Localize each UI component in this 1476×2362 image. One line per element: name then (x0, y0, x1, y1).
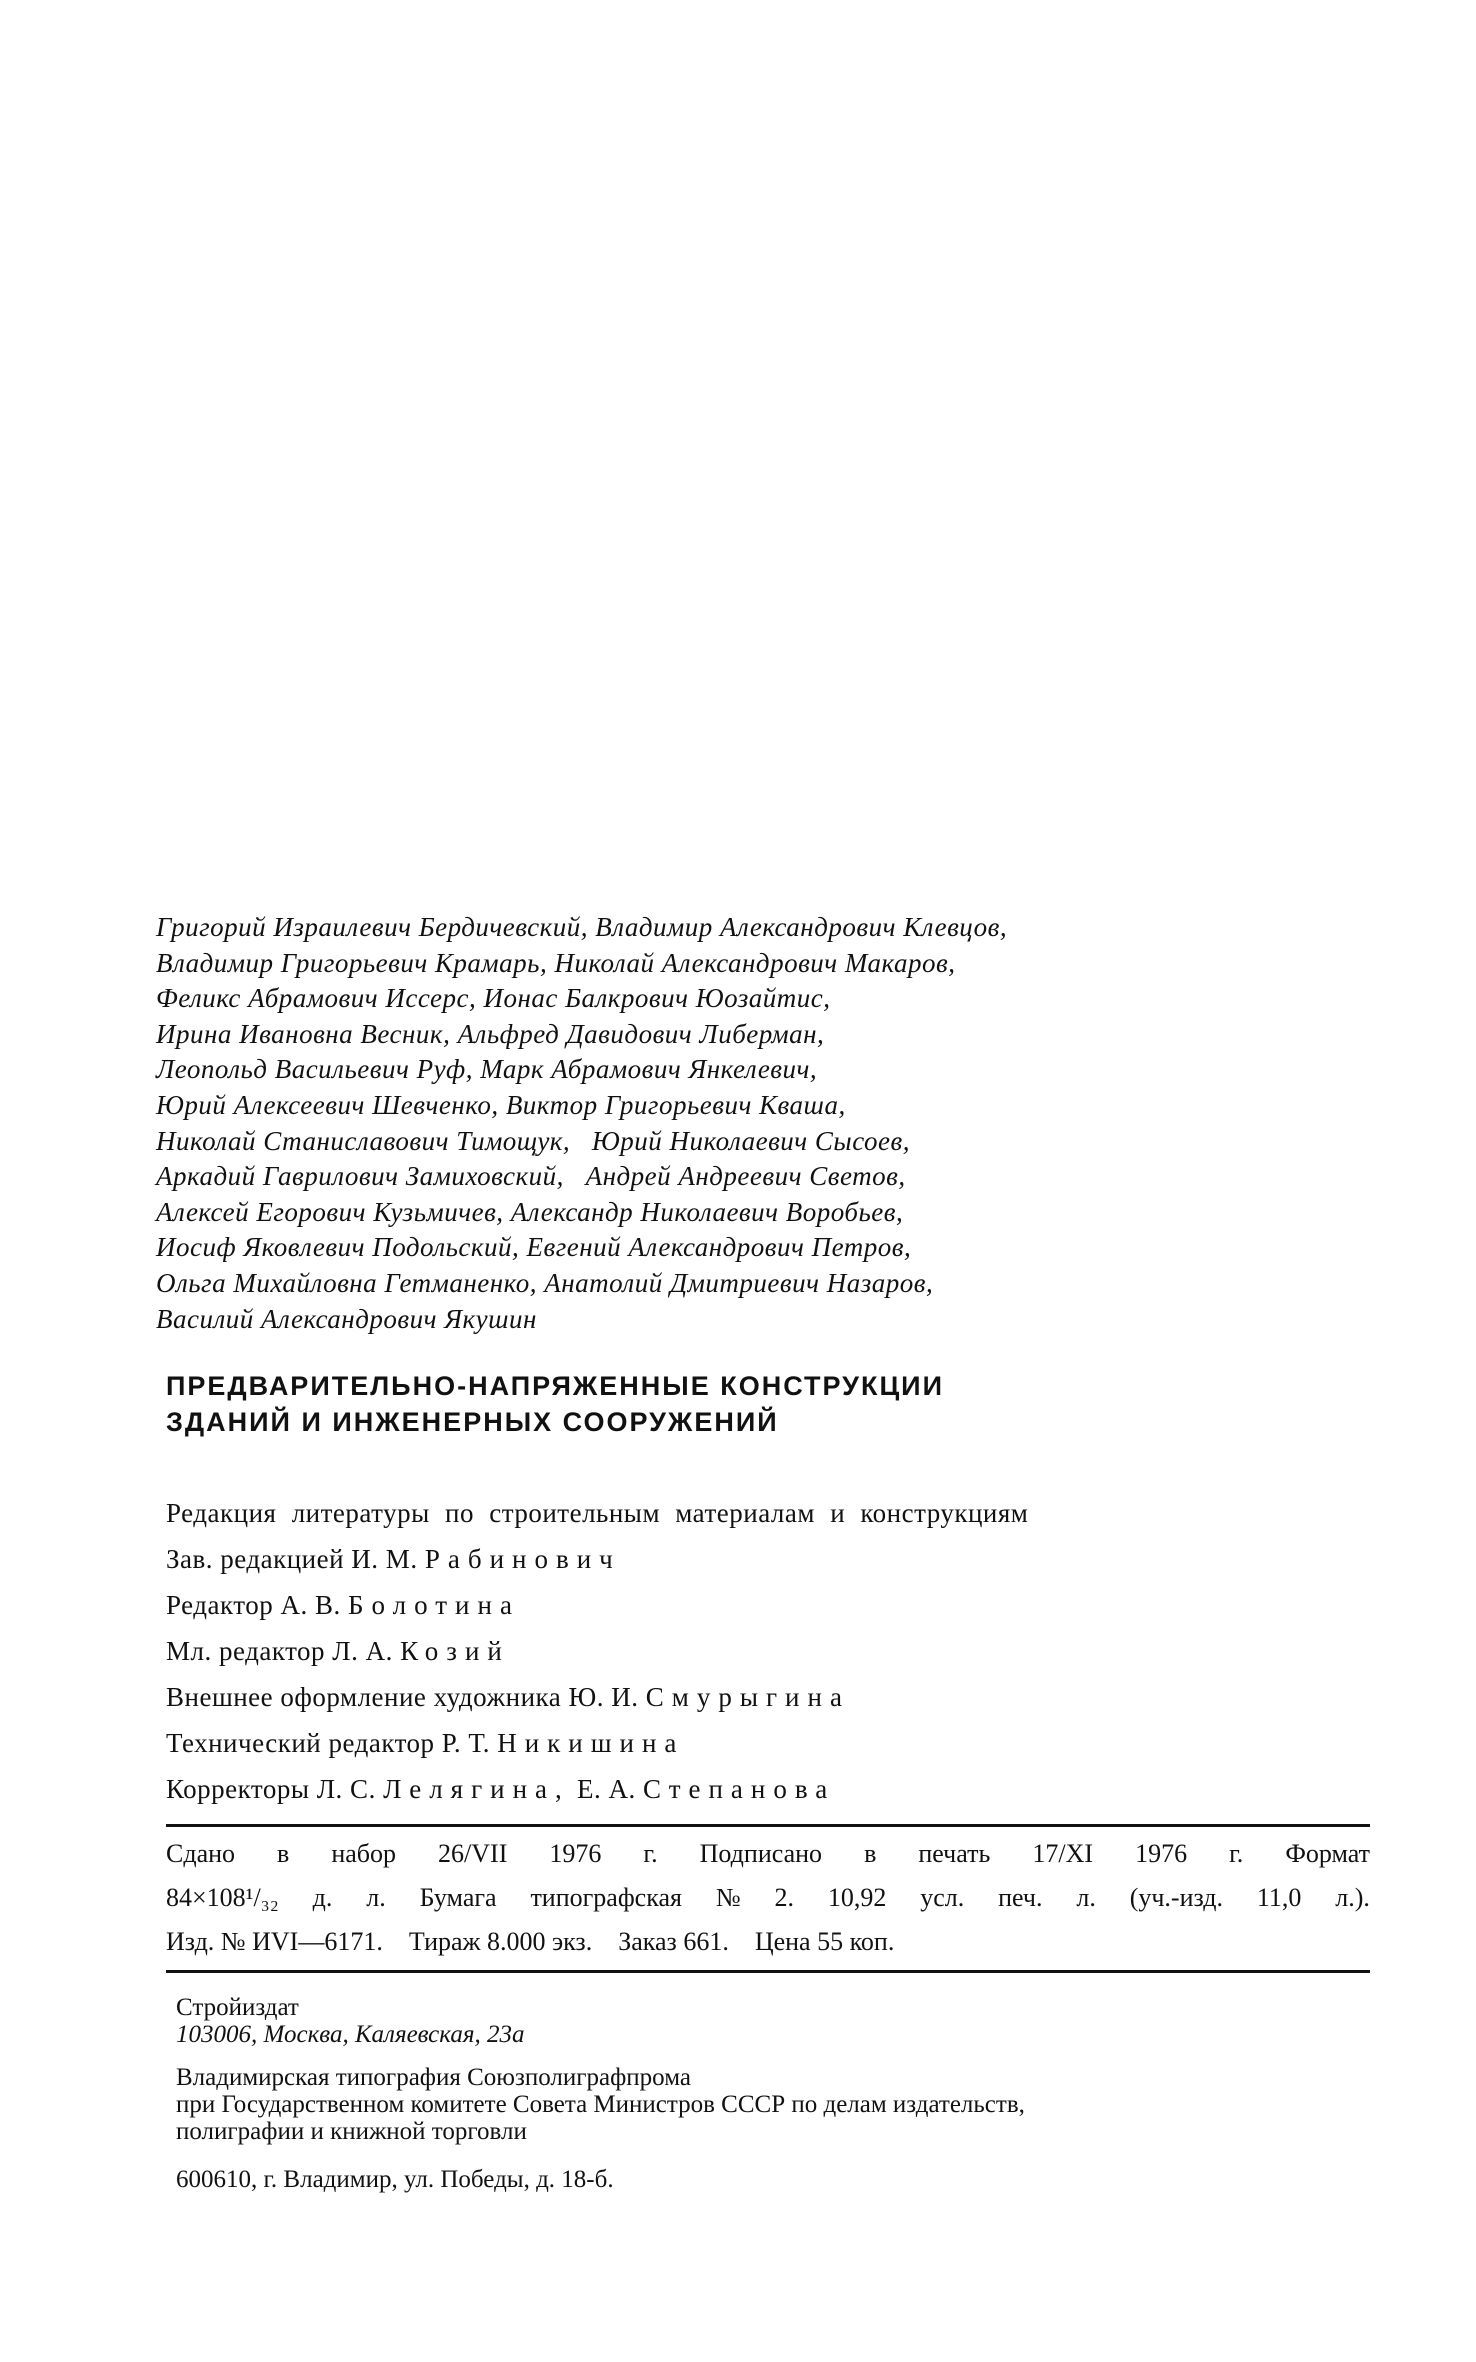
imprint-line-2 (166, 1876, 1370, 1920)
imprint-word: 17/XI (1032, 1839, 1094, 1868)
printing-house-line-2: при Государственном комитете Совета Министров СССР по делам издательств, (176, 2091, 1025, 2118)
publisher-name: Стройиздат (176, 1994, 299, 2021)
editorial-credits (166, 1490, 1366, 1812)
imprint-word: усл. (920, 1883, 965, 1912)
credit-label: Корректоры Л. С. (166, 1774, 376, 1804)
imprint-word: л. (1076, 1883, 1096, 1912)
credit-label: Внешнее оформление художника Ю. И. (166, 1682, 639, 1712)
imprint-word: Подписано (699, 1839, 823, 1868)
imprint-word: в (277, 1839, 290, 1868)
book-title-line-1: ПРЕДВАРИТЕЛЬНО-НАПРЯЖЕННЫЕ КОНСТРУКЦИИ (166, 1371, 944, 1401)
credit-name: Рабинович (424, 1544, 621, 1574)
imprint-word: (уч.-изд. (1129, 1883, 1224, 1912)
author-line: Ольга Михайловна Гетманенко, Анатолий Дмитриевич Назаров, (156, 1267, 934, 1298)
imprint-line-1 (166, 1832, 1370, 1876)
author-line: Юрий Алексеевич Шевченко, Виктор Григорьевич Кваша, (156, 1089, 846, 1120)
author-line: Григорий Израилевич Бердичевский, Владимир Александрович Клевцов, (156, 912, 1008, 942)
imprint-word: 11,0 (1256, 1883, 1302, 1912)
author-line: Аркадий Гаврилович Замиховский, Андрей Андреевич Светов, (156, 1161, 906, 1192)
printing-house-line-1: Владимирская типография Союзполиграфпрома (176, 2064, 691, 2091)
credit-head-editor (166, 1536, 1366, 1582)
printing-house-address: 600610, г. Владимир, ул. Победы, д. 18-б. (176, 2166, 614, 2193)
imprint-bottom-rule (166, 1970, 1370, 1973)
book-title-line-2: ЗДАНИЙ И ИНЖЕНЕРНЫХ СООРУЖЕНИЙ (166, 1407, 779, 1437)
credit-name: Болотина (347, 1590, 520, 1620)
author-line: Иосиф Яковлевич Подольский, Евгений Александрович Петров, (156, 1232, 912, 1263)
credit-name: Степанова (643, 1774, 836, 1804)
imprint-word: 84×108¹/₃₂ (166, 1883, 279, 1912)
author-line: Василий Александрович Якушин (156, 1303, 537, 1334)
imprint-word: № (715, 1883, 741, 1912)
imprint-price: Цена 55 коп. (754, 1927, 895, 1956)
author-line: Ирина Ивановна Весник, Альфред Давидович Либерман, (156, 1018, 825, 1049)
imprint-word: д. (312, 1883, 333, 1912)
imprint-word: 26/VII (438, 1839, 508, 1868)
credit-name: Козий (400, 1636, 510, 1666)
author-line: Владимир Григорьевич Крамарь, Николай Александрович Макаров, (156, 947, 956, 978)
credit-name: Никишина (497, 1728, 685, 1758)
imprint-word: в (864, 1839, 877, 1868)
credit-editor (166, 1582, 1366, 1628)
imprint-word: г. (1229, 1839, 1244, 1868)
publisher-address: 103006, Москва, Каляевская, 23а (176, 2021, 525, 2048)
imprint-word: л.). (1335, 1883, 1370, 1912)
printing-house-line-3: полиграфии и книжной торговли (176, 2118, 527, 2145)
author-line: Феликс Абрамович Иссерс, Ионас Балкрович Юозайтис, (156, 983, 831, 1014)
imprint-word: набор (331, 1839, 397, 1868)
book-title (166, 1368, 1266, 1440)
author-line: Николай Станиславович Тимощук, Юрий Николаевич Сысоев, (156, 1125, 910, 1156)
imprint-word: 1976 (1135, 1839, 1188, 1868)
editorial-department: Редакция литературы по строительным материалам и конструкциям (166, 1498, 1029, 1528)
imprint-word: 10,92 (827, 1883, 887, 1912)
credit-label: Редактор А. В. (166, 1590, 341, 1620)
imprint-print-run: Тираж 8.000 экз. (408, 1927, 593, 1956)
spacer (176, 2048, 1376, 2064)
imprint-word: Формат (1285, 1839, 1370, 1868)
credit-designer (166, 1674, 1366, 1720)
imprint-word: 2. (774, 1883, 794, 1912)
imprint-word: печ. (998, 1883, 1043, 1912)
credit-junior-editor (166, 1628, 1366, 1674)
imprint-word: г. (643, 1839, 658, 1868)
imprint-word: типографская (530, 1883, 682, 1912)
author-list (156, 910, 1356, 1337)
imprint-word: печать (918, 1839, 991, 1868)
imprint-block (166, 1832, 1370, 1964)
imprint-line-3 (166, 1920, 1370, 1964)
credit-name: Смурыгина (645, 1682, 850, 1712)
credit-label: Технический редактор Р. Т. (166, 1728, 490, 1758)
imprint-word: л. (366, 1883, 386, 1912)
author-line: Леопольд Васильевич Руф, Марк Абрамович Янкелевич, (156, 1054, 818, 1085)
credit-label: Зав. редакцией И. М. (166, 1544, 418, 1574)
credit-tech-editor (166, 1720, 1366, 1766)
imprint-word: Сдано (166, 1839, 236, 1868)
credit-label: Мл. редактор Л. А. (166, 1636, 393, 1666)
credit-label: Е. А. (577, 1774, 636, 1804)
imprint-word: Бумага (419, 1883, 497, 1912)
credit-proofreaders (166, 1766, 1366, 1812)
imprint-edition-number: Изд. № ИVI—6171. (166, 1927, 383, 1956)
imprint-word: 1976 (549, 1839, 602, 1868)
credit-name: Лелягина, (383, 1774, 570, 1804)
publisher-block (176, 1994, 1376, 2195)
imprint-top-rule (166, 1824, 1370, 1827)
imprint-order: Заказ 661. (618, 1927, 729, 1956)
author-line: Алексей Егорович Кузьмичев, Александр Николаевич Воробьев, (156, 1196, 904, 1227)
